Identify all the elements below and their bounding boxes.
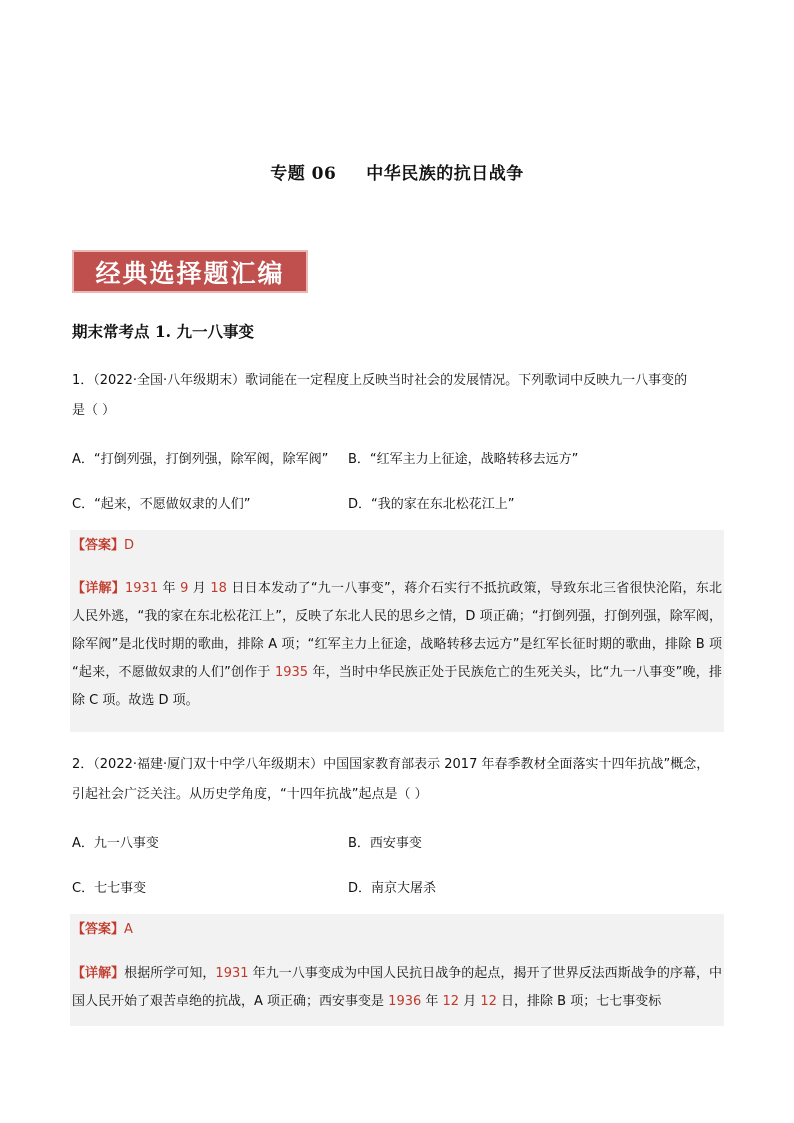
- section-banner: 经典选择题汇编: [72, 250, 308, 293]
- question-2-line-1: 2．（2022·福建·厦门双十中学八年级期末）中国国家教育部表示 2017 年春季教材全面落实十四年抗战”概念，: [72, 757, 710, 772]
- title-main: 中华民族的抗日战争: [366, 164, 524, 184]
- q2-detail: 【详解】根据所学可知，1931 年九一八事变成为中国人民抗日战争的起点，揭开了世界反法西斯战争的序幕，中国人民开始了艰苦卓绝的抗战，A 项正确；西安事变是 1936 年 12 月 12 日，排除 B 项；七七事变标: [72, 966, 722, 1009]
- question-1-line-1: 1．（2022·全国·八年级期末）歌词能在一定程度上反映当时社会的发展情况。下列歌词中反映九一八事变的: [72, 373, 688, 388]
- answer-label: 【答案】: [72, 922, 125, 937]
- q1-option-d: D．“我的家在东北松花江上”: [348, 497, 515, 512]
- question-2-line-2: 引起社会广泛关注。从历史学角度，“十四年抗战”起点是（ ）: [72, 787, 428, 802]
- title-prefix: 专题 06: [270, 164, 337, 184]
- question-1-line-2: 是（ ）: [72, 403, 116, 418]
- q2-option-a: A．九一八事变: [72, 836, 159, 851]
- detail-label: 【详解】: [72, 966, 125, 981]
- q1-option-b: B．“红军主力上征途，战略转移去远方”: [348, 452, 579, 467]
- section-heading: 期末常考点 1. 九一八事变: [72, 322, 254, 341]
- q2-option-d: D．南京大屠杀: [348, 881, 437, 896]
- answer-label: 【答案】: [72, 538, 125, 553]
- q1-detail: 【详解】1931 年 9 月 18 日日本发动了“九一八事变”，蒋介石实行不抵抗政策，导致东北三省很快沦陷，东北人民外逃，“我的家在东北松花江上”，反映了东北人民的思乡之情，D 项正确；“打倒列强，打倒列强，除军阀，除军阀”是北伐时期的歌曲，排除 A 项；“红军主力上征途，战略转移去远方”是红军长征时期的歌曲，排除 B 项 “起来，不愿做奴隶的人们”创作于 1935 年，当时中华民族正处于民族危亡的生死关头，比“九一八事变”晚，排除 C 项。故选 D 项。: [72, 581, 722, 708]
- q1-option-a: A．“打倒列强，打倒列强，除军阀，除军阀”: [72, 452, 329, 467]
- q2-option-b: B．西安事变: [348, 836, 422, 851]
- q2-option-c: C．七七事变: [72, 881, 147, 896]
- page-title: [0, 159, 794, 184]
- q2-answer: [72, 916, 722, 944]
- detail-label: 【详解】: [72, 581, 125, 596]
- q1-option-c: C．“起来，不愿做奴隶的人们”: [72, 497, 251, 512]
- answer-value: A: [124, 922, 133, 937]
- answer-value: D: [124, 538, 135, 553]
- q1-answer: [72, 532, 722, 560]
